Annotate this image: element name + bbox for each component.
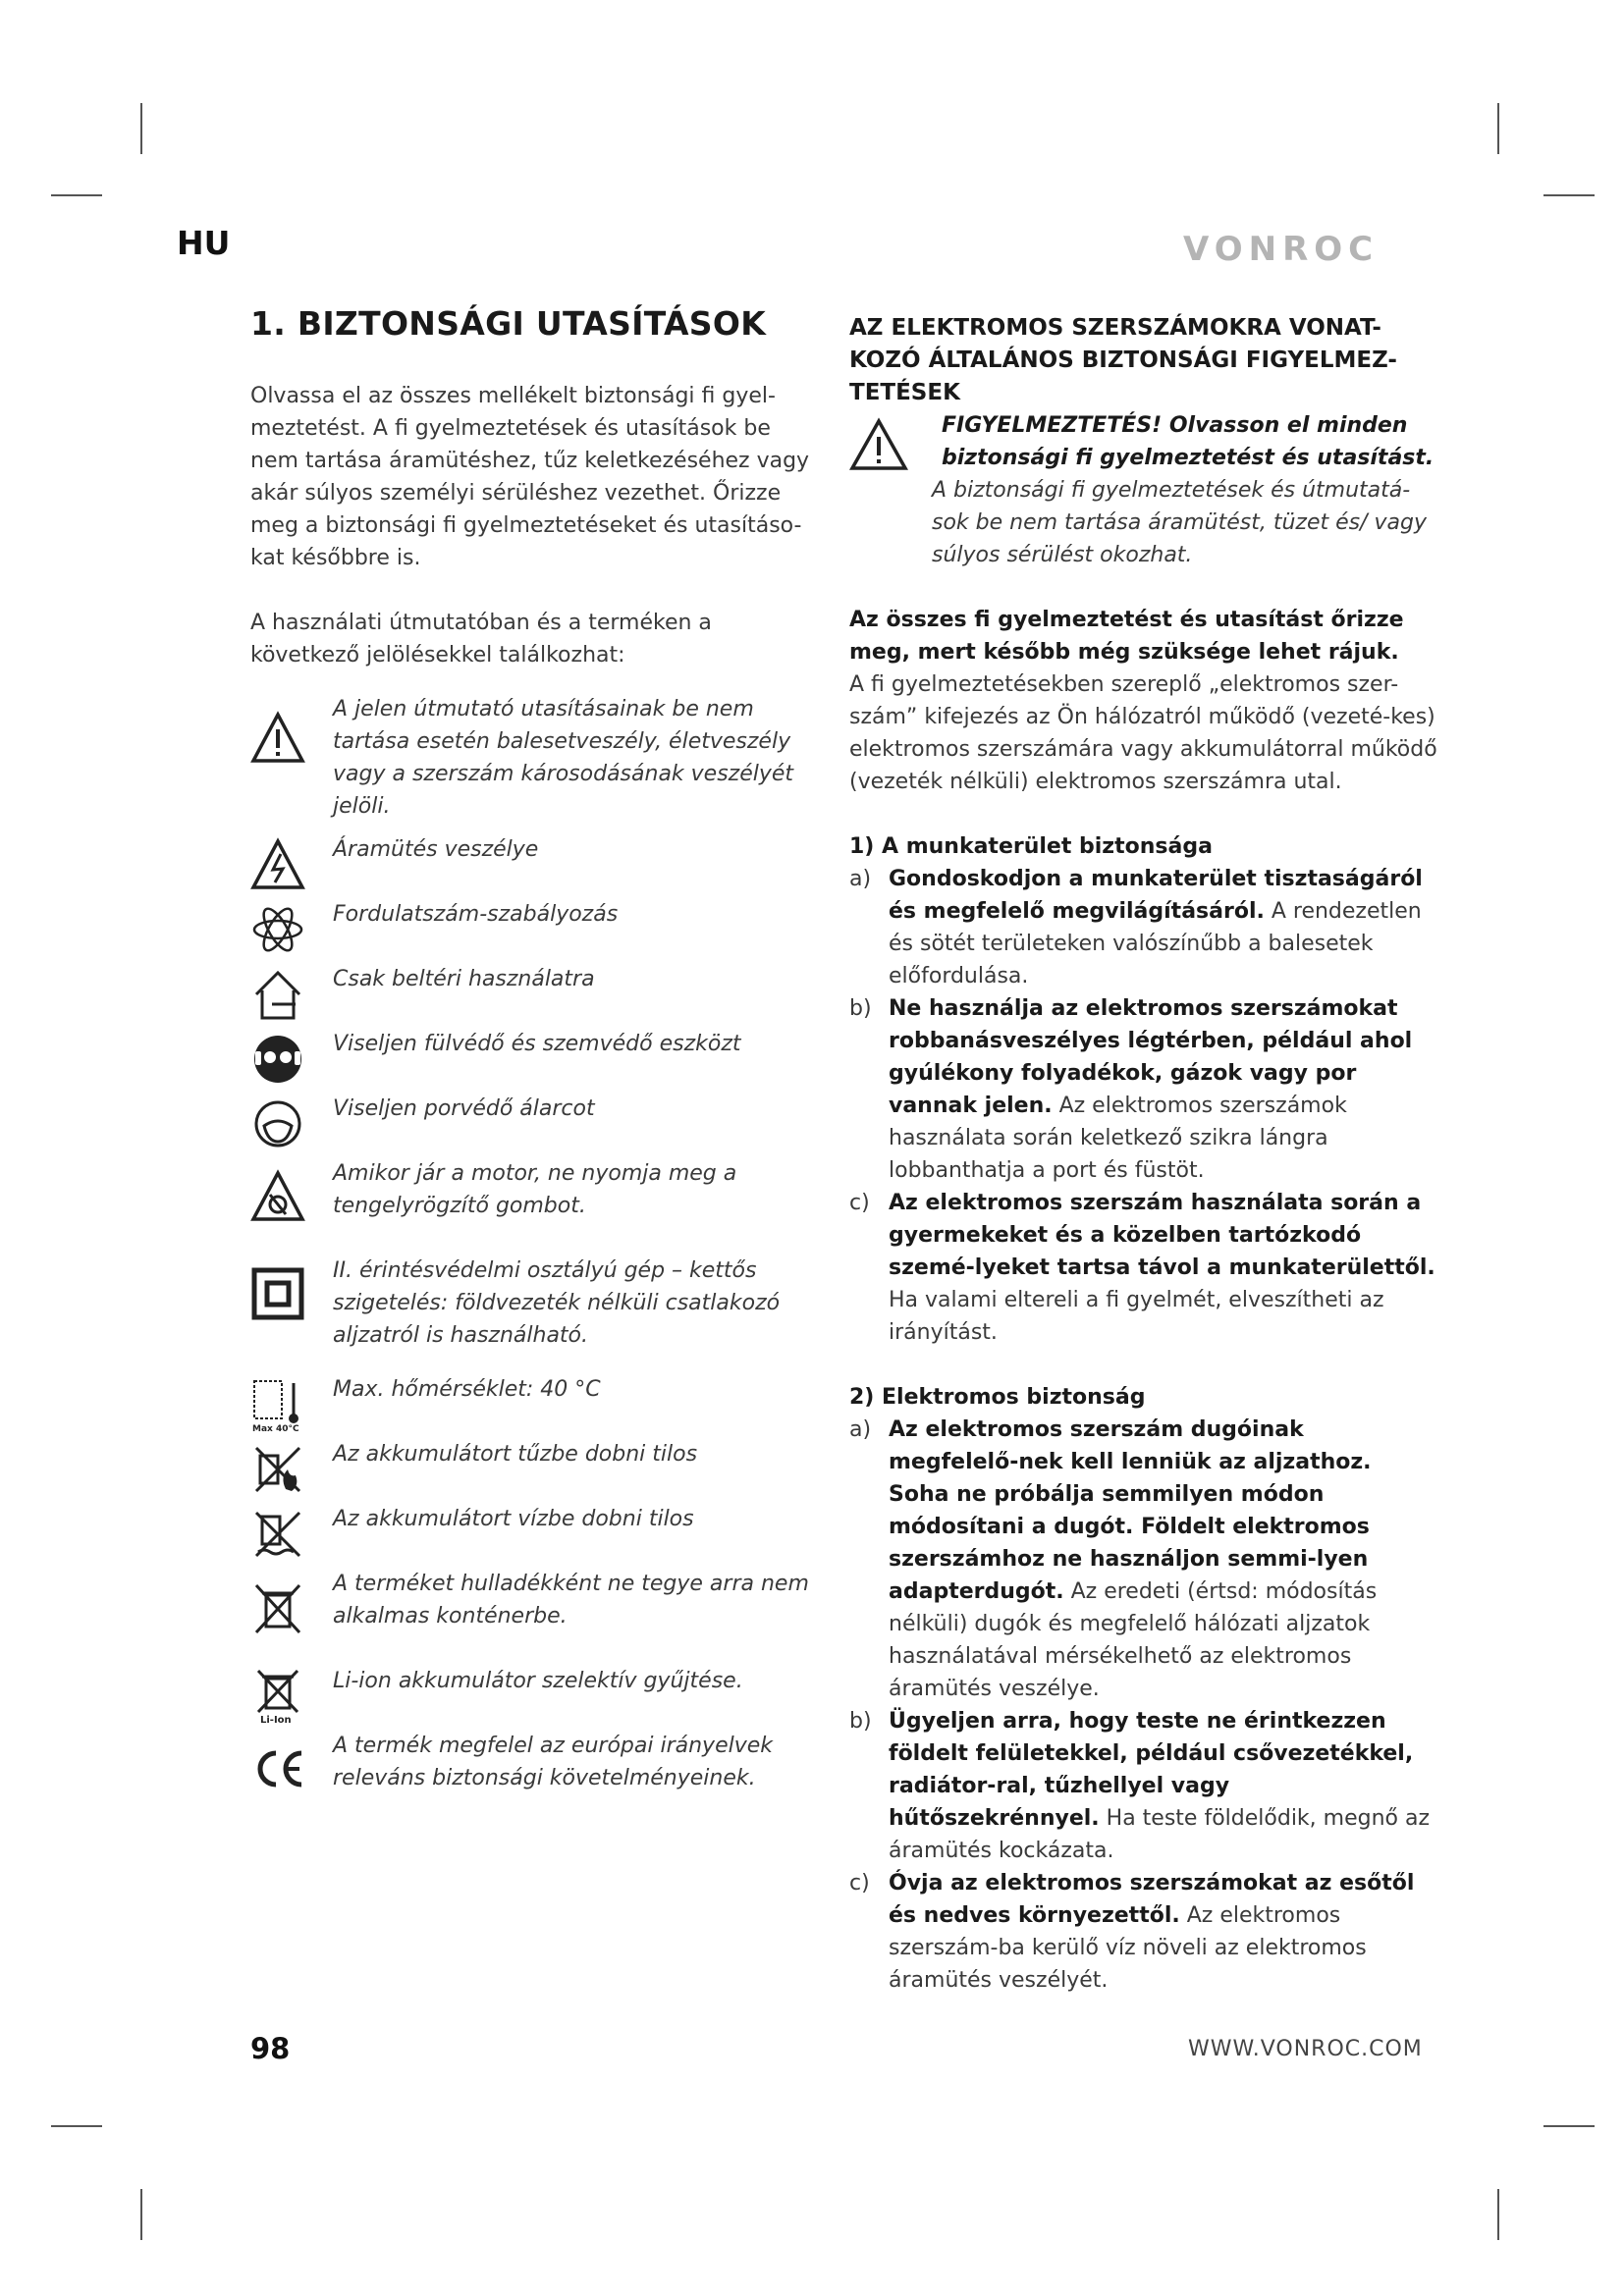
symbol-row: A terméket hulladékként ne tegye arra nem alkalmas konténerbe.	[250, 1568, 825, 1654]
subsection-title: 1) A munkaterület biztonsága	[849, 834, 1213, 859]
max-temperature-icon	[250, 1377, 305, 1432]
symbol-row: Az akkumulátort vízbe dobni tilos	[250, 1503, 825, 1557]
crop-mark	[51, 194, 102, 196]
crop-mark	[1543, 194, 1595, 196]
svg-text:Li-Ion: Li-Ion	[260, 1715, 292, 1724]
symbol-row: Viseljen fülvédő és szemvédő eszközt	[250, 1028, 825, 1082]
list-item: a) Gondoskodjon a munkaterület tisztaságáról és megfelelő megvilágításáról. A rendezetlen és sötét területeken valószínűbb a balesetek előfordulása.	[849, 867, 1423, 988]
symbol-row: Az akkumulátort tűzbe dobni tilos	[250, 1438, 825, 1492]
symbol-row: Csak beltéri használatra	[250, 963, 825, 1017]
no-water-battery-icon	[250, 1507, 305, 1562]
crop-mark	[1543, 2125, 1595, 2127]
indoor-use-icon	[250, 967, 305, 1022]
website-link[interactable]: WWW.VONROC.COM	[1188, 2037, 1423, 2061]
symbol-row: Amikor jár a motor, ne nyomja meg a tengelyrögzítő gombot.	[250, 1157, 825, 1244]
list-item: c) Az elektromos szerszám használata során a gyermekeket és a közelben tartózkodó szemé-lyeket tartsa távol a munkaterülettől. Ha valami eltereli a fi gyelmét, elveszítheti az irányítást.	[849, 1191, 1435, 1345]
list-item: a) Az elektromos szerszám dugóinak megfelelő-nek kell lenniük az aljzathoz. Soha ne próbálja semmilyen módon módosítani a dugót. Földelt elektromos szerszámhoz ne használjon semmi-lyen adapterdugót. Az eredeti (értsd: módosítás nélküli) dugók és megfelelő hálózati aljzatok használatával mérsékelhető az elektromos áramütés veszélye.	[849, 1417, 1378, 1701]
language-code: HU	[177, 224, 231, 262]
right-column	[849, 294, 1438, 1997]
symbol-row: Áramütés veszélye	[250, 833, 825, 887]
list-item: b) Ne használja az elektromos szerszámokat robbanásveszélyes légtérben, például ahol gyúlékony folyadékok, gázok vagy por vannak jelen. Az elektromos szerszámok használata során keletkező szikra lángra lobbanthatja a port és füstöt.	[849, 996, 1413, 1183]
warning-triangle-icon	[849, 417, 908, 472]
speed-control-icon	[250, 902, 305, 957]
crop-mark	[140, 103, 142, 154]
electric-shock-icon	[250, 837, 305, 892]
crop-mark	[1497, 2189, 1499, 2240]
left-column	[250, 294, 825, 1827]
symbol-row: II. érintésvédelmi osztályú gép – kettős szigetelés: földvezeték nélküli csatlakozó aljzatról is használható.	[250, 1255, 825, 1362]
keep-instructions-text: A fi gyelmeztetésekben szereplő „elektromos szer-szám” kifejezés az Ön hálózatról működő (vezeté-kes) elektromos szerszámára vagy akkumulátorral működő (vezeték nélküli) elektromos szerszámra utal.	[849, 672, 1437, 794]
brand-logo	[1183, 228, 1427, 267]
symbol-row: Fordulatszám-szabályozás	[250, 898, 825, 952]
brand-name: VONROC	[1183, 230, 1380, 267]
section-title: 1. BIZTONSÁGI UTASÍTÁSOK	[250, 304, 767, 343]
general-warnings-title: AZ ELEKTROMOS SZERSZÁMOKRA VONAT-KOZÓ ÁLTALÁNOS BIZTONSÁGI FIGYELMEZ-TETÉSEK	[849, 315, 1397, 405]
list-item: c) Óvja az elektromos szerszámokat az esőtől és nedves környezettől. Az elektromos szerszám-ba kerülő víz növeli az elektromos áramütés veszélyét.	[849, 1871, 1415, 1993]
subsection-title: 2) Elektromos biztonság	[849, 1385, 1146, 1410]
symbols-intro: A használati útmutatóban és a terméken a következő jelölésekkel találkozhat:	[250, 611, 712, 667]
page-number: 98	[250, 2032, 291, 2065]
spindle-lock-warning-icon	[250, 1169, 305, 1224]
no-fire-battery-icon	[250, 1442, 305, 1497]
warning-text: A biztonsági fi gyelmeztetések és útmutatá-sok be nem tartása áramütést, tüzet és/ vagy súlyos sérülést okozhat.	[932, 478, 1428, 567]
crossed-bin-icon	[250, 1579, 305, 1634]
symbol-row: A termék megfelel az európai irányelvek releváns biztonsági követelményeinek.	[250, 1730, 825, 1816]
keep-instructions-bold: Az összes fi gyelmeztetést és utasítást őrizze meg, mert később még szüksége lehet rájuk.	[849, 608, 1404, 665]
symbol-row: Li-Ion Li-ion akkumulátor szelektív gyűjtése.	[250, 1665, 825, 1719]
intro-paragraph: Olvassa el az összes mellékelt biztonsági fi gyel-meztetést. A fi gyelmeztetések és utasítások be nem tartása áramütéshez, tűz keletkezéséhez vagy akár súlyos személyi sérüléshez vezethet. Őrizze meg a biztonsági fi gyelmeztetéseket és utasításo-kat későbbre is.	[250, 384, 810, 570]
symbol-row: Viseljen porvédő álarcot	[250, 1093, 825, 1147]
warning-block	[849, 409, 1438, 571]
symbol-row: A jelen útmutató utasításainak be nem tartása esetén balesetveszély, életveszély vagy a szerszám károsodásának veszélyét jelöli.	[250, 693, 825, 823]
list-item: b) Ügyeljen arra, hogy teste ne érintkezzen földelt felületekkel, például csővezetékkel, radiátor-ral, tűzhellyel vagy hűtőszekrénnyel. Ha teste földelődik, megnő az áramütés kockázata.	[849, 1709, 1431, 1863]
ear-eye-protection-icon	[250, 1032, 305, 1087]
li-ion-bin-icon	[250, 1669, 305, 1724]
symbol-row: Max 40°C Max. hőmérséklet: 40 °C	[252, 1377, 601, 1432]
double-insulation-icon	[250, 1266, 305, 1321]
ce-mark-icon	[250, 1741, 305, 1796]
crop-mark	[51, 2125, 102, 2127]
dust-mask-icon	[250, 1096, 305, 1151]
crop-mark	[1497, 103, 1499, 154]
crop-mark	[140, 2189, 142, 2240]
warning-triangle-icon	[250, 711, 305, 766]
svg-text:Max 40°C: Max 40°C	[252, 1424, 299, 1432]
warning-bold: FIGYELMEZTETÉS! Olvasson el minden biztonsági fi gyelmeztetést és utasítást.	[942, 413, 1435, 470]
